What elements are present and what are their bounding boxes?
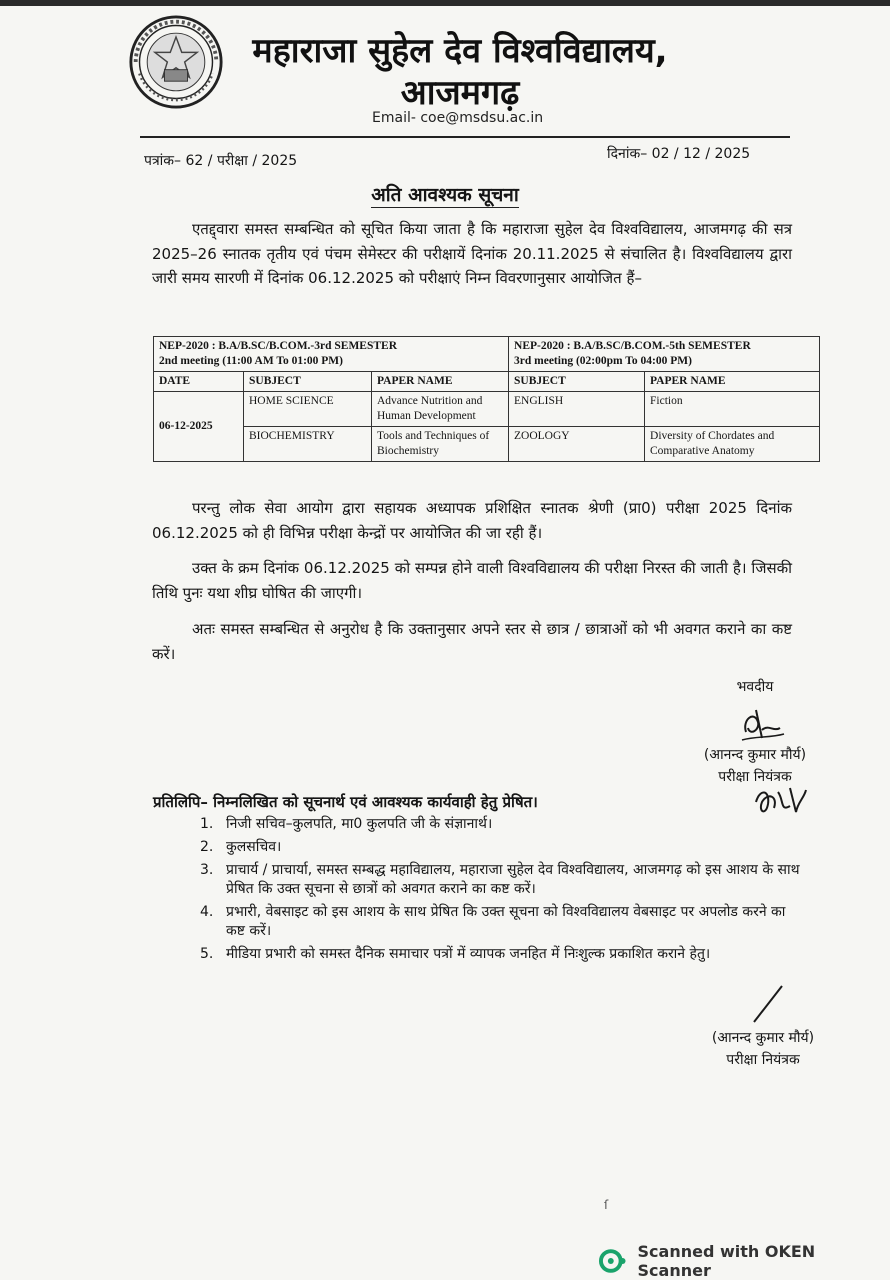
- stray-mark: ſ: [604, 1198, 609, 1212]
- signatory-designation: परीक्षा नियंत्रक: [718, 769, 792, 785]
- notice-paragraph-1: एतद्द्वारा समस्त सम्बन्धित को सूचित किया जाता है कि महाराजा सुहेल देव विश्वविद्यालय, आजमगढ़ की सत्र 2025–26 स्नातक तृतीय एवं पंचम सेमेस्टर की परीक्षायें दिनांक 20.11.2025 से संचालित है। विश्वविद्यालय द्वारा जारी समय सारणी में दिनांक 06.12.2025 को परीक्षाएं निम्न विवरणानुसार आयोजित हैं–: [152, 220, 792, 287]
- list-item: 5. मीडिया प्रभारी को समस्त दैनिक समाचार पत्रों में व्यापक जनहित में निःशुल्क प्रकाशित कराने हेतु।: [200, 946, 711, 962]
- col-header-paper: PAPER NAME: [372, 372, 509, 392]
- exam-date-cell: 06-12-2025: [154, 392, 244, 462]
- copy-to-list: [200, 815, 800, 968]
- scanner-label: Scanned with OKEN Scanner: [637, 1242, 816, 1280]
- table-row: [154, 392, 820, 427]
- list-item: 1. निजी सचिव–कुलपति, मा0 कुलपति जी के संज्ञानार्थ।: [200, 816, 493, 832]
- list-item: 2. कुलसचिव।: [200, 839, 282, 855]
- table-cell: HOME SCIENCE: [244, 392, 372, 427]
- table-cell: Fiction: [645, 392, 820, 427]
- signatory-name-2: (आनन्द कुमार मौर्य): [711, 1030, 815, 1046]
- table-cell: Advance Nutrition and Human Development: [372, 392, 509, 427]
- exam-schedule-table: [153, 336, 820, 462]
- signatory-name: (आनन्द कुमार मौर्य): [703, 747, 807, 763]
- header-divider: [140, 136, 790, 138]
- letter-date: दिनांक– 02 / 12 / 2025: [607, 146, 751, 162]
- scanner-watermark: [598, 1242, 890, 1280]
- table-cell: ZOOLOGY: [509, 427, 645, 462]
- table-cell: Tools and Techniques of Biochemistry: [372, 427, 509, 462]
- copy-to-heading: प्रतिलिपि– निम्नलिखित को सूचनार्थ एवं आवश्यक कार्यवाही हेतु प्रेषित।: [153, 793, 538, 811]
- table-cell: Diversity of Chordates and Comparative Anatomy: [645, 427, 820, 462]
- handwritten-signature-icon: [732, 702, 792, 746]
- letter-reference: पत्रांक– 62 / परीक्षा / 2025: [144, 153, 298, 169]
- oken-logo-icon: [598, 1246, 628, 1276]
- university-seal-icon: [128, 14, 224, 110]
- col-header-subject-2: SUBJECT: [509, 372, 645, 392]
- notice-title: अति आवश्यक सूचना: [371, 184, 519, 206]
- semester-5-header: NEP-2020 : B.A/B.SC/B.COM.-5th SEMESTER 3rd meeting (02:00pm To 04:00 PM): [509, 337, 820, 372]
- table-row: [154, 372, 820, 392]
- table-cell: BIOCHEMISTRY: [244, 427, 372, 462]
- col-header-paper-2: PAPER NAME: [645, 372, 820, 392]
- list-item: 4. प्रभारी, वेबसाइट को इस आशय के साथ प्रेषित कि उक्त सूचना को विश्वविद्यालय वेबसाइट पर अपलोड करने का कष्ट करें।: [200, 904, 786, 939]
- university-name: महाराजा सुहेल देव विश्वविद्यालय, आजमगढ़: [252, 31, 668, 113]
- semester-3-header: NEP-2020 : B.A/B.SC/B.COM.-3rd SEMESTER 2nd meeting (11:00 AM To 01:00 PM): [154, 337, 509, 372]
- notice-paragraph-4: अतः समस्त सम्बन्धित से अनुरोध है कि उक्तानुसार अपने स्तर से छात्र / छात्राओं को भी अवगत कराने का कष्ट करें।: [152, 620, 792, 663]
- notice-paragraph-2: परन्तु लोक सेवा आयोग द्वारा सहायक अध्यापक प्रशिक्षित स्नातक श्रेणी (प्रा0) परीक्षा 2025 दिनांक 06.12.2025 को ही विभिन्न परीक्षा केन्द्रों पर आयोजित की जा रही हैं।: [152, 499, 792, 542]
- table-row: [154, 427, 820, 462]
- table-cell: ENGLISH: [509, 392, 645, 427]
- university-email: Email- coe@msdsu.ac.in: [372, 110, 544, 126]
- page-top-edge: [0, 0, 890, 6]
- signature-stroke-icon: [748, 982, 788, 1026]
- closing-text: भवदीय: [736, 679, 774, 695]
- notice-paragraph-3: उक्त के क्रम दिनांक 06.12.2025 को सम्पन्न होने वाली विश्वविद्यालय की परीक्षा निरस्त की जाती है। जिसकी तिथि पुनः यथा शीघ्र घोषित की जाएगी।: [152, 559, 792, 602]
- col-header-subject: SUBJECT: [244, 372, 372, 392]
- col-header-date: DATE: [154, 372, 244, 392]
- list-item: 3. प्राचार्य / प्राचार्या, समस्त सम्बद्ध महाविद्यालय, महाराजा सुहेल देव विश्वविद्यालय, आजमगढ़ को इस आशय के साथ प्रेषित कि उक्त सूचना से छात्रों को अवगत कराने का कष्ट करें।: [200, 862, 800, 897]
- table-row: [154, 337, 820, 372]
- signatory-designation-2: परीक्षा नियंत्रक: [726, 1052, 800, 1068]
